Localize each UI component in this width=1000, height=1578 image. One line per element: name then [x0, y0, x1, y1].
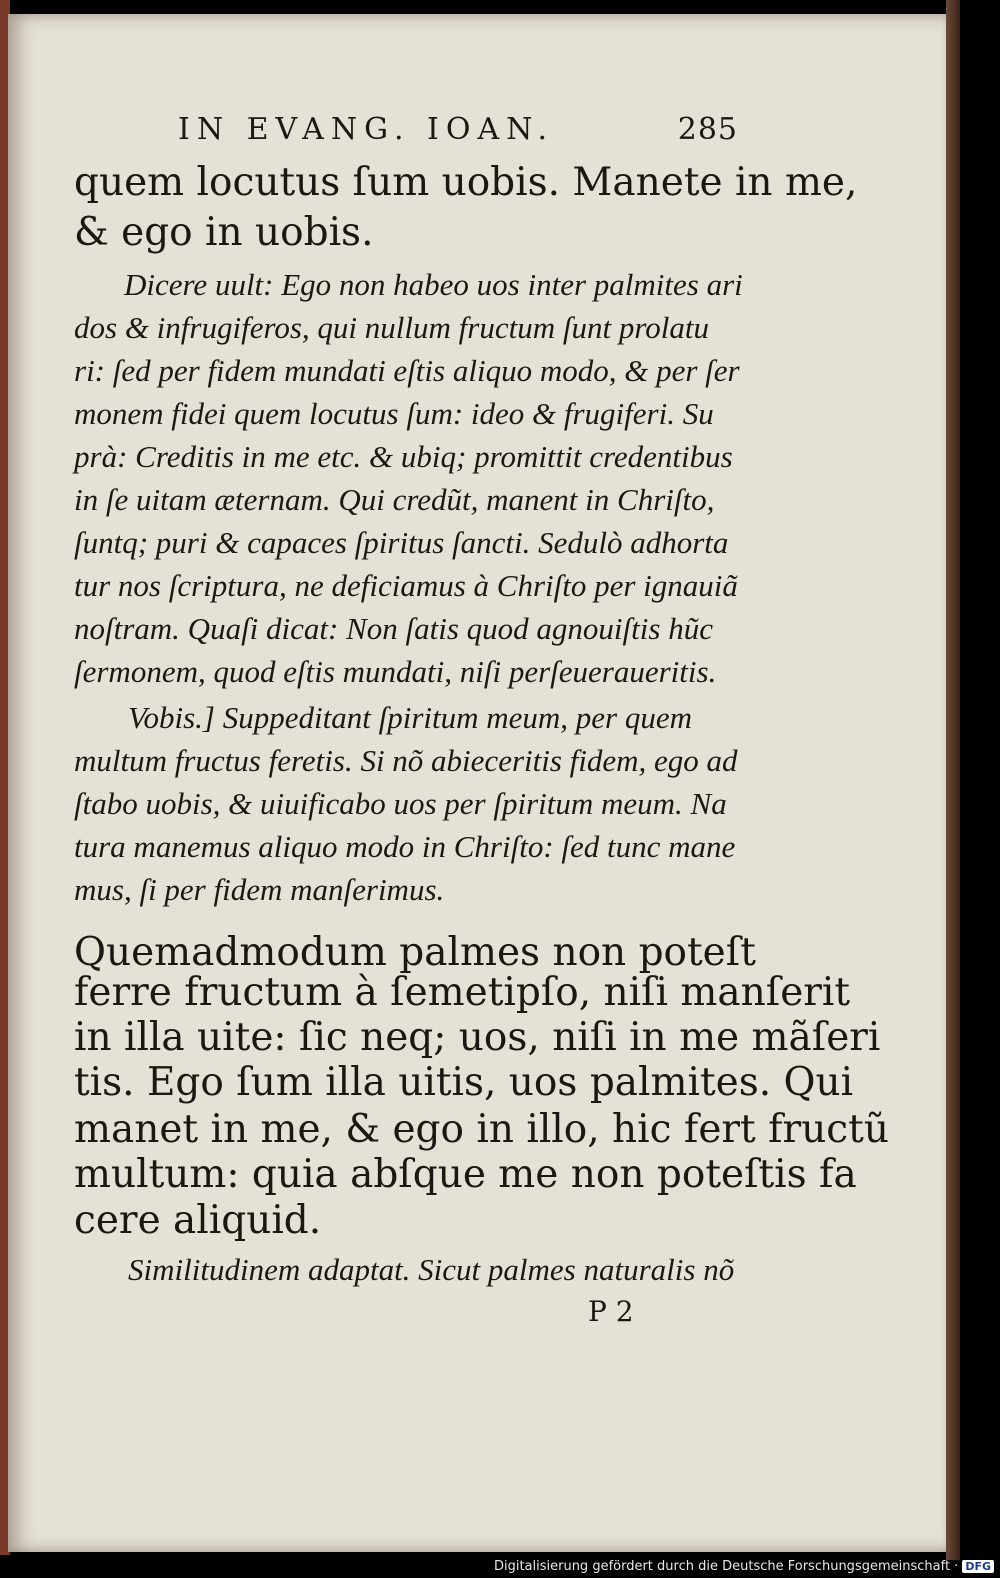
commentary-line: monem fidei quem locutus ſum: ideo & frugiferi. Su — [74, 396, 714, 431]
text-line: multum: quia abſque me non poteſtis fa — [74, 1152, 857, 1197]
commentary-line: Dicere uult: Ego non habeo uos inter palmites ari — [124, 267, 743, 302]
commentary-line: Similitudinem adaptat. Sicut palmes naturalis nõ — [128, 1252, 735, 1287]
footer-credit: Digitalisierung gefördert durch die Deutsche Forschungsgemeinschaft · — [493, 1559, 959, 1574]
commentary-line: tura manemus aliquo modo in Chriſto: ſed tunc mane — [74, 829, 736, 864]
dfg-logo: DFG — [962, 1560, 994, 1573]
commentary-line: ſtabo uobis, & uiuificabo uos per ſpiritum meum. Na — [74, 786, 727, 821]
page-number: 285 — [677, 112, 738, 147]
text-line: tis. Ego ſum illa uitis, uos palmites. Qui — [74, 1060, 854, 1105]
text-line: manet in me, & ego in illo, hic fert fructũ — [74, 1107, 889, 1152]
commentary-line: Vobis.] Suppeditant ſpiritum meum, per quem — [128, 700, 692, 735]
commentary-line: mus, ſi per fidem manſerimus. — [74, 872, 445, 907]
page-edge — [946, 0, 960, 1560]
commentary-line: multum fructus feretis. Si nõ abieceritis fidem, ego ad — [74, 743, 738, 778]
commentary-line: ſermonem, quod eſtis mundati, niſi perſeueraueritis. — [74, 654, 717, 689]
commentary-line: ri: ſed per fidem mundati eſtis aliquo modo, & per ſer — [74, 353, 740, 388]
commentary-line: in ſe uitam æternam. Qui credũt, manent in Chriſto, — [74, 482, 715, 517]
text-line: quem locutus ſum uobis. Manete in me, — [74, 160, 858, 205]
text-line: Quemadmodum palmes non poteſt — [74, 930, 756, 975]
commentary-line: prà: Creditis in me etc. & ubiq; promittit credentibus — [74, 439, 733, 474]
commentary-line: ſuntq; puri & capaces ſpiritus ſancti. Sedulò adhorta — [74, 525, 729, 560]
commentary-line: dos & infrugiferos, qui nullum fructum ſunt prolatu — [74, 310, 709, 345]
digitization-footer — [0, 1559, 994, 1574]
text-line: & ego in uobis. — [74, 210, 374, 255]
running-header — [178, 112, 738, 152]
running-head: IN EVANG. IOAN. — [178, 112, 555, 147]
text-line: in illa uite: ſic neq; uos, niſi in me mãſeri — [74, 1015, 881, 1060]
text-line: ferre fructum à ſemetipſo, niſi manſerit — [74, 970, 851, 1015]
signature-mark: P 2 — [588, 1295, 634, 1328]
commentary-line: noſtram. Quaſi dicat: Non ſatis quod agnouiſtis hũc — [74, 611, 713, 646]
commentary-line: tur nos ſcriptura, ne deficiamus à Chriſto per ignauiã — [74, 568, 738, 603]
text-line: cere aliquid. — [74, 1198, 322, 1243]
